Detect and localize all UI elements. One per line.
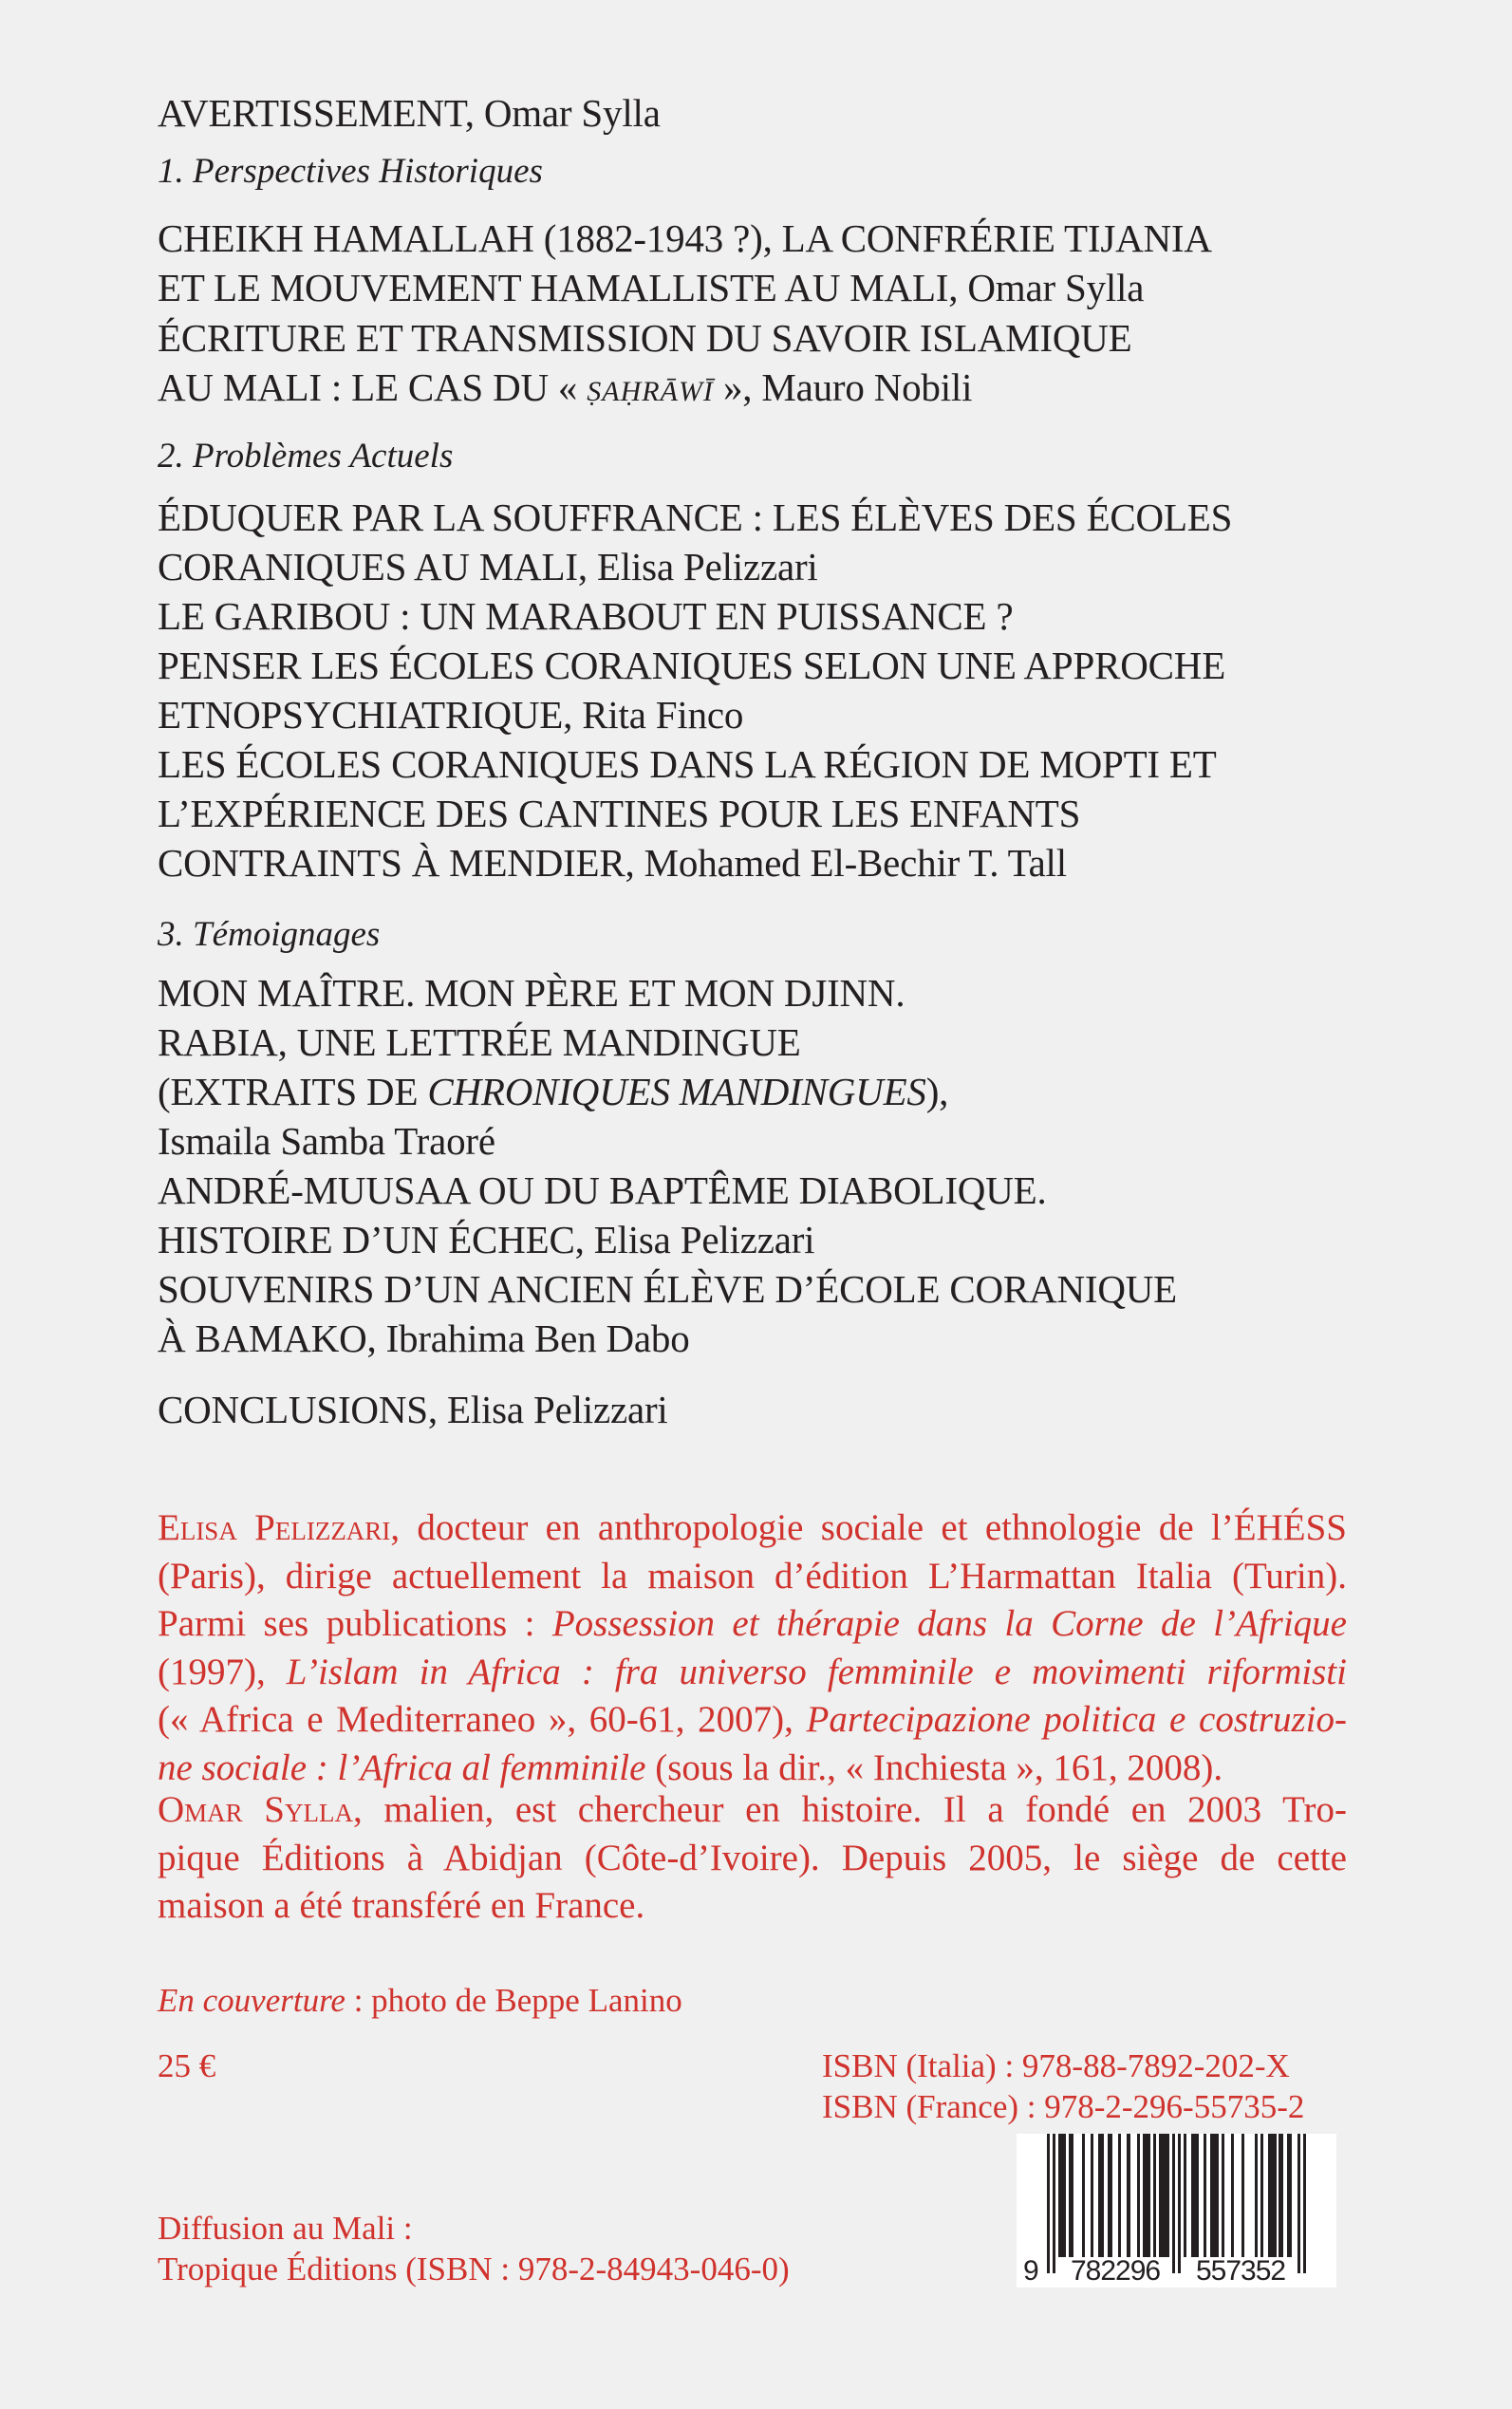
barcode-left-digits: 782296 bbox=[1071, 2255, 1161, 2287]
toc-entry: CONTRAINTS À MENDIER, Mohamed El-Bechir T. Tall bbox=[158, 841, 1067, 885]
bio-text: , malien, est chercheur en histoire. Il a fondé en 2003 Tro- bbox=[352, 1789, 1347, 1830]
isbn-italia: ISBN (Italia) : 978-88-7892-202-X bbox=[822, 2047, 1290, 2084]
bio-line: pique Éditions à Abidjan (Côte-d’Ivoire). Depuis 2005, le siège de cette bbox=[158, 1837, 1347, 1878]
section-heading-3: 3. Témoignages bbox=[158, 915, 381, 954]
publication-title: Partecipazione politica e costruzio- bbox=[806, 1699, 1348, 1740]
bio-line bbox=[158, 1745, 1347, 1793]
toc-entry: Ismaila Samba Traoré bbox=[158, 1119, 495, 1163]
author-name: Elisa Pelizzari bbox=[158, 1507, 391, 1548]
section-heading-1: 1. Perspectives Historiques bbox=[158, 152, 543, 191]
toc-entry-text: », Mauro Nobili bbox=[713, 365, 973, 409]
toc-entry: ÉDUQUER PAR LA SOUFFRANCE : LES ÉLÈVES DES ÉCOLES bbox=[158, 495, 1233, 539]
toc-entry: HISTOIRE D’UN ÉCHEC, Elisa Pelizzari bbox=[158, 1218, 815, 1261]
toc-entry: ÉCRITURE ET TRANSMISSION DU SAVOIR ISLAMIQUE bbox=[158, 316, 1132, 360]
bio-line bbox=[158, 1786, 1347, 1835]
toc-entry-text: ), bbox=[925, 1070, 949, 1113]
bio-text: Parmi ses publications : bbox=[158, 1603, 552, 1644]
bio-text: (1997), bbox=[158, 1651, 287, 1692]
bio-text: (« Africa e Mediterraneo », 60-61, 2007), bbox=[158, 1699, 807, 1740]
bio-pelizzari bbox=[158, 1504, 1347, 1792]
toc-entry-text: (EXTRAITS DE bbox=[158, 1070, 428, 1113]
section-heading-2: 2. Problèmes Actuels bbox=[158, 437, 454, 476]
toc-entry bbox=[158, 1067, 948, 1116]
bio-line bbox=[158, 1696, 1347, 1745]
toc-entry-book-title: CHRONIQUES MANDINGUES bbox=[427, 1070, 926, 1113]
toc-entry: ETNOPSYCHIATRIQUE, Rita Finco bbox=[158, 693, 744, 737]
toc-entry: RABIA, UNE LETTRÉE MANDINGUE bbox=[158, 1020, 801, 1064]
bio-sylla bbox=[158, 1786, 1347, 1931]
toc-entry: ANDRÉ-MUUSAA OU DU BAPTÊME DIABOLIQUE. bbox=[158, 1168, 1047, 1212]
toc-conclusion: CONCLUSIONS, Elisa Pelizzari bbox=[158, 1388, 668, 1431]
barcode-bars-icon bbox=[1017, 2134, 1336, 2288]
author-name: Omar Sylla bbox=[158, 1789, 353, 1830]
publication-title: ne sociale : l’Africa al femminile bbox=[158, 1746, 646, 1788]
toc-entry bbox=[158, 363, 972, 417]
bio-text: (sous la dir., « Inchiesta », 161, 2008). bbox=[645, 1746, 1223, 1788]
bio-line bbox=[158, 1504, 1347, 1553]
cover-credit-text: : photo de Beppe Lanino bbox=[345, 1982, 682, 2019]
toc-entry: SOUVENIRS D’UN ANCIEN ÉLÈVE D’ÉCOLE CORANIQUE bbox=[158, 1267, 1177, 1311]
toc-entry: ET LE MOUVEMENT HAMALLISTE AU MALI, Omar Sylla bbox=[158, 266, 1145, 309]
isbn-barcode bbox=[1017, 2134, 1336, 2288]
diffusion-line-2: Tropique Éditions (ISBN : 978-2-84943-046-0) bbox=[158, 2250, 790, 2288]
toc-entry-text: AU MALI : LE CAS DU « bbox=[158, 365, 588, 409]
publication-title: Possession et thérapie dans la Corne de l’Afrique bbox=[551, 1603, 1347, 1644]
toc-entry: CORANIQUES AU MALI, Elisa Pelizzari bbox=[158, 545, 818, 588]
bio-line bbox=[158, 1649, 1347, 1697]
diffusion-line-1: Diffusion au Mali : bbox=[158, 2210, 413, 2247]
toc-entry: PENSER LES ÉCOLES CORANIQUES SELON UNE APPROCHE bbox=[158, 644, 1226, 687]
isbn-france: ISBN (France) : 978-2-296-55735-2 bbox=[822, 2088, 1305, 2125]
toc-entry: MON MAÎTRE. MON PÈRE ET MON DJINN. bbox=[158, 971, 905, 1015]
barcode-right-digits: 557352 bbox=[1196, 2255, 1286, 2287]
toc-entry: L’EXPÉRIENCE DES CANTINES POUR LES ENFANTS bbox=[158, 792, 1081, 835]
cover-credit bbox=[158, 1982, 682, 2020]
toc-intro: AVERTISSEMENT, Omar Sylla bbox=[158, 91, 661, 135]
price: 25 € bbox=[158, 2047, 216, 2084]
bio-line: maison a été transféré en France. bbox=[158, 1885, 645, 1926]
toc-entry-term: ṢAḤRĀWĪ bbox=[587, 376, 714, 407]
barcode-first-digit: 9 bbox=[1023, 2255, 1038, 2287]
toc-entry: À BAMAKO, Ibrahima Ben Dabo bbox=[158, 1317, 690, 1360]
toc-entry: LES ÉCOLES CORANIQUES DANS LA RÉGION DE MOPTI ET bbox=[158, 742, 1217, 786]
bio-line bbox=[158, 1600, 1347, 1649]
bio-text: , docteur en anthropologie sociale et ethnologie de l’ÉHÉSS bbox=[390, 1507, 1347, 1548]
toc-entry: CHEIKH HAMALLAH (1882-1943 ?), LA CONFRÉRIE TIJANIA bbox=[158, 216, 1212, 260]
cover-credit-label: En couverture bbox=[158, 1982, 345, 2019]
bio-line: (Paris), dirige actuellement la maison d’édition L’Harmattan Italia (Turin). bbox=[158, 1555, 1347, 1597]
publication-title: L’islam in Africa : fra universo femminile e movimenti riformisti bbox=[286, 1651, 1347, 1692]
toc-entry: LE GARIBOU : UN MARABOUT EN PUISSANCE ? bbox=[158, 594, 1014, 638]
